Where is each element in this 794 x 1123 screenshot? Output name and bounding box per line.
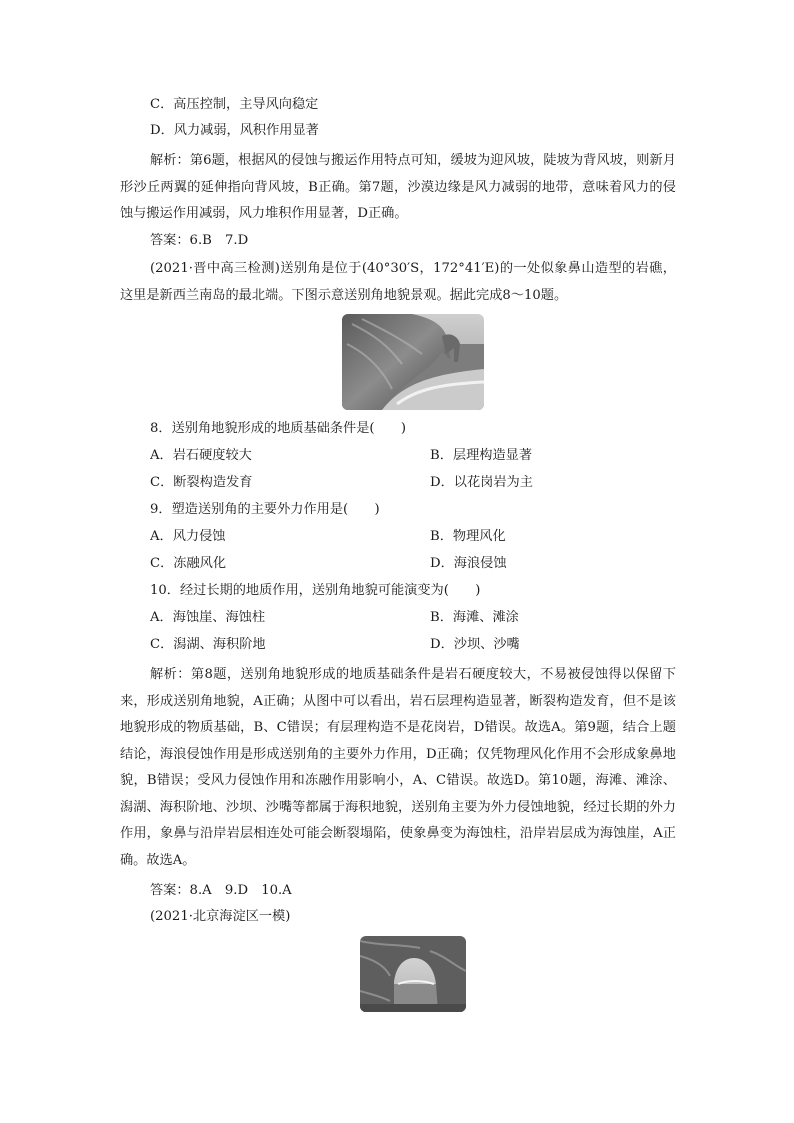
option-c-prev: C．高压控制，主导风向稳定 — [150, 97, 319, 112]
q10-option-a: A．海蚀崖、海蚀柱 — [150, 610, 266, 625]
answer-6-7: 答案：6.B 7.D — [150, 233, 249, 248]
q10-stem: 10．经过长期的地质作用，送别角地貌可能演变为( ) — [150, 583, 481, 598]
option-d-prev: D．风力减弱，风积作用显著 — [150, 123, 319, 138]
q10-option-b: B．海滩、滩涂 — [430, 610, 519, 625]
q8-option-c: C．断裂构造发育 — [150, 475, 253, 490]
intro-8-10: (2021·晋中高三检测)送别角是位于(40°30′S，172°41′E)的一处似象鼻山造型的岩礁，这里是新西兰南岛的最北端。下图示意送别角地貌景观。据此完成8～10题。 — [120, 261, 676, 303]
q8-option-a: A．岩石硬度较大 — [150, 448, 252, 463]
explanation-6-7: 解析：第6题，根据风的侵蚀与搬运作用特点可知，缓坡为迎风坡，陡坡为背风坡，则新月形沙丘两翼的延伸指向背风坡，B正确。第7题，沙漠边缘是风力减弱的地带，意味着风力的侵蚀与搬运作用减弱，风力堆积作用显著，D正确。 — [120, 153, 676, 221]
q10-option-c: C．潟湖、海积阶地 — [150, 637, 266, 652]
explanation-8-10: 解析：第8题，送别角地貌形成的地质基础条件是岩石硬度较大，不易被侵蚀得以保留下来，形成送别角地貌，A正确；从图中可以看出，岩石层理构造显著，断裂构造发育，但不是该地貌形成的物质基础，B、C错误；有层理构造不是花岗岩，D错误。故选A。第9题，结合上题结论，海浪侵蚀作用是形成送别角的主要外力作用，D正确；仅凭物理风化作用不会形成象鼻地貌，B错误；受风力侵蚀作用和冻融作用影响小，A、C错误。故选D。第10题，海滩、滩涂、潟湖、海积阶地、沙坝、沙嘴等都属于海积地貌，送别角主要为外力侵蚀地貌，经过长期的外力作用，象鼻与沿岸岩层相连处可能会断裂塌陷，使象鼻变为海蚀柱，沿岸岩层成为海蚀崖，A正确。故选A。 — [120, 667, 676, 868]
q9-option-a: A．风力侵蚀 — [150, 529, 226, 544]
q10-option-d: D．沙坝、沙嘴 — [430, 637, 520, 652]
source-next-question: (2021·北京海淀区一模) — [150, 909, 291, 924]
q9-stem: 9．塑造送别角的主要外力作用是( ) — [150, 502, 380, 517]
q9-option-d: D．海浪侵蚀 — [430, 556, 507, 571]
sea-arch-photo — [360, 936, 466, 1012]
q8-option-d: D．以花岗岩为主 — [430, 475, 533, 490]
cape-farewell-photo — [342, 314, 484, 410]
q8-stem: 8．送别角地貌形成的地质基础条件是( ) — [150, 421, 407, 436]
q8-option-b: B．层理构造显著 — [430, 448, 533, 463]
answer-8-10: 答案：8.A 9.D 10.A — [150, 883, 292, 898]
q9-option-b: B．物理风化 — [430, 529, 506, 544]
q9-option-c: C．冻融风化 — [150, 556, 227, 571]
